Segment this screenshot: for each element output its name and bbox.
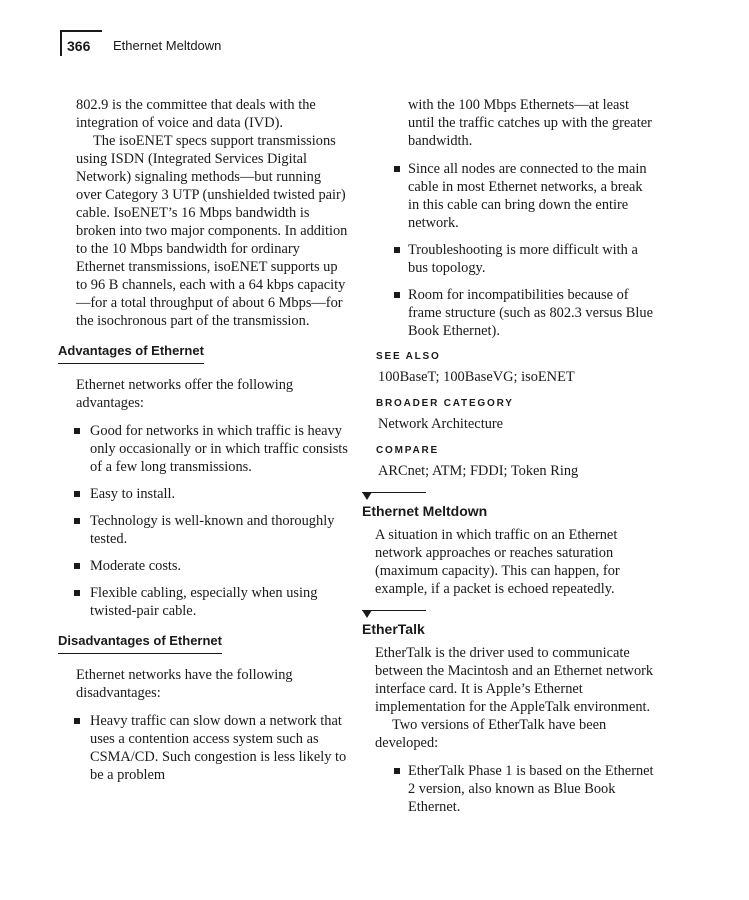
disadvantages-list-continued (362, 160, 654, 340)
list-item: Flexible cabling, especially when using twisted-pair cable. (58, 584, 348, 620)
see-also-label: SEE ALSO (376, 351, 441, 362)
ethertalk-paragraph-1: EtherTalk is the driver used to communicate between the Macintosh and an Ethernet network interface card. It is Apple’s Ethernet implementation for the AppleTalk environment. (375, 645, 654, 715)
entry-title-ethertalk: EtherTalk (362, 621, 425, 637)
advantages-heading: Advantages of Ethernet (58, 342, 204, 364)
list-item: EtherTalk Phase 1 is based on the Ethernet 2 version, also known as Blue Book Ethernet. (362, 762, 654, 816)
entry-triangle-icon (362, 492, 372, 500)
page-number: 366 (67, 38, 91, 54)
broader-category-text: Network Architecture (378, 416, 504, 432)
compare-text: ARCnet; ATM; FDDI; Token Ring (378, 463, 579, 479)
entry-marker (362, 492, 654, 504)
see-also-text: 100BaseT; 100BaseVG; isoENET (378, 369, 575, 385)
bullet-continuation: with the 100 Mbps Ethernets—at least until the traffic catches up with the greater bandwidth. (408, 97, 652, 149)
cross-references (362, 348, 654, 480)
list-item: Heavy traffic can slow down a network that uses a contention access system such as CSMA/CD. Such congestion is less likely to be a problem (58, 712, 348, 784)
header-rule-horizontal (60, 30, 102, 32)
list-item: Since all nodes are connected to the main cable in most Ethernet networks, a break in this cable can bring down the entire network. (362, 160, 654, 232)
entry-triangle-icon (362, 610, 372, 618)
list-item: Good for networks in which traffic is heavy only occasionally or in which traffic consists of a few long transmissions. (58, 422, 348, 476)
intro-continuation: 802.9 is the committee that deals with the integration of voice and data (IVD). (76, 97, 316, 131)
advantages-list (58, 422, 348, 620)
entry-ethertalk-body (362, 644, 654, 752)
ethertalk-paragraph-2: Two versions of EtherTalk have been developed: (375, 717, 607, 751)
left-column (58, 96, 348, 784)
entry-ethernet-meltdown-text: A situation in which traffic on an Ethernet network approaches or reaches saturation (maximum capacity). This can happen, for example, if a packet is echoed repeatedly. (375, 527, 620, 597)
compare-label: COMPARE (376, 445, 439, 456)
disadvantages-heading: Disadvantages of Ethernet (58, 632, 222, 654)
entry-title-ethernet-meltdown: Ethernet Meltdown (362, 503, 488, 519)
disadvantages-list (58, 712, 348, 784)
ethertalk-versions-list (362, 762, 654, 816)
entry-marker (362, 610, 654, 622)
broader-category-label: BROADER CATEGORY (376, 398, 514, 409)
list-item: Easy to install. (58, 485, 348, 503)
list-item: Moderate costs. (58, 557, 348, 575)
disadvantages-intro: Ethernet networks have the following disadvantages: (76, 667, 293, 701)
advantages-intro: Ethernet networks offer the following advantages: (76, 377, 294, 411)
isoenet-body (58, 96, 348, 330)
isoenet-paragraph: The isoENET specs support transmissions using ISDN (Integrated Services Digital Network) signaling methods—but running over Category 3 UTP (unshielded twisted pair) cable. IsoENET’s 16 Mbps bandwidth is broken into two major components. In addition to the 10 Mbps bandwidth for ordinary Ethernet transmissions, isoENET supports up to 96 B channels, each with a 64 kbps capacity—for a total throughput of about 6 Mbps—for the isochronous part of the transmission. (76, 133, 348, 329)
right-column (362, 96, 654, 816)
header-rule-vertical (60, 30, 62, 56)
list-item: Room for incompatibilities because of frame structure (such as 802.3 versus Blue Book Ethernet). (362, 286, 654, 340)
running-title: Ethernet Meltdown (113, 38, 222, 53)
list-item: Technology is well-known and thoroughly tested. (58, 512, 348, 548)
list-item: Troubleshooting is more difficult with a bus topology. (362, 241, 654, 277)
